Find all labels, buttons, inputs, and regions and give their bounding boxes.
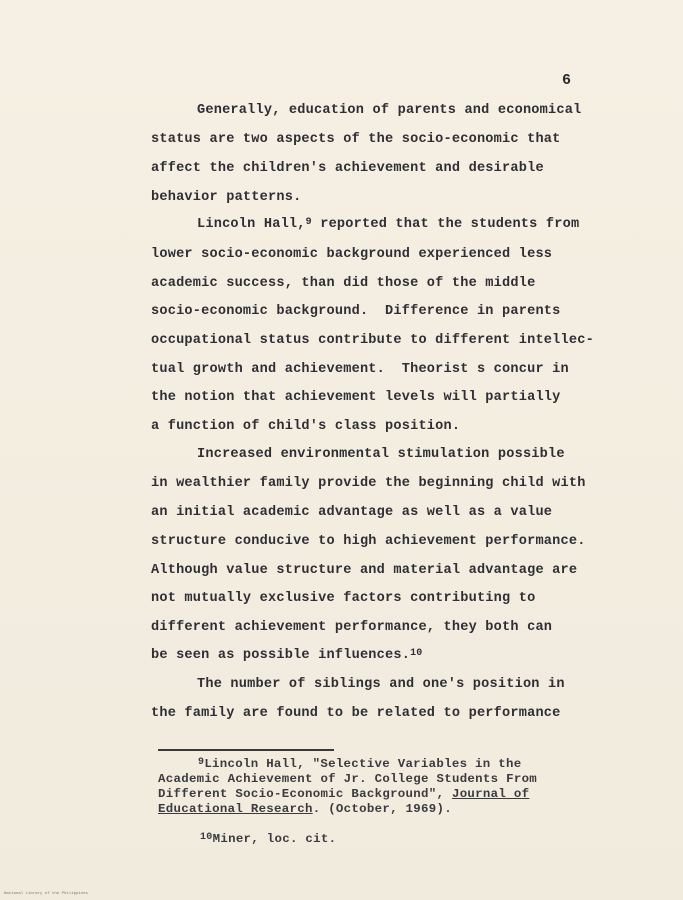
body-line: behavior patterns. — [151, 190, 302, 205]
body-line: lower socio-economic background experienced less — [151, 247, 553, 262]
body-line: affect the children's achievement and desirable — [151, 161, 544, 176]
footnote-10 — [200, 832, 336, 846]
body-line: Although value structure and material advantage are — [151, 563, 578, 578]
body-line: structure conducive to high achievement performance. — [151, 534, 586, 549]
footnote-line: Academic Achievement of Jr. College Students From — [158, 772, 538, 786]
page-number: 6 — [562, 72, 572, 89]
journal-title: Journal of — [451, 787, 530, 801]
body-line: the family are found to be related to performance — [151, 706, 561, 721]
footnote-ref-10: 10 — [410, 648, 423, 659]
body-text: reported that the students from — [311, 217, 580, 232]
footnote-text: . (October, 1969). — [312, 802, 452, 816]
body-line: a function of child's class position. — [151, 419, 461, 434]
footnote-rule — [158, 749, 334, 751]
footnote-ref-9: 9 — [305, 217, 312, 228]
body-line: status are two aspects of the socio-economic that — [151, 132, 561, 147]
body-line: academic success, than did those of the middle — [151, 276, 536, 291]
footnote-line — [158, 787, 529, 801]
body-line: The number of siblings and one's position in — [197, 677, 565, 692]
body-line: occupational status contribute to different intellec- — [151, 333, 594, 348]
library-stamp: National Library of the Philippines — [4, 892, 89, 896]
body-line: an initial academic advantage as well as a value — [151, 505, 553, 520]
body-line: tual growth and achievement. Theorist s concur in — [151, 362, 569, 377]
body-text: Lincoln Hall, — [197, 217, 306, 232]
footnote-text: Lincoln Hall, "Selective Variables in the — [204, 757, 522, 771]
body-line: different achievement performance, they both can — [151, 620, 553, 635]
body-line: socio-economic background. Difference in parents — [151, 304, 561, 319]
body-line: in wealthier family provide the beginning child with — [151, 476, 586, 491]
body-line: Generally, education of parents and economical — [197, 103, 582, 118]
footnote-line — [158, 802, 452, 816]
body-line: Increased environmental stimulation possible — [197, 447, 565, 462]
footnote-mark-9: 9 — [198, 757, 205, 768]
footnote-9 — [158, 757, 521, 771]
footnote-text: Miner, loc. cit. — [212, 832, 337, 846]
body-line: the notion that achievement levels will partially — [151, 390, 561, 405]
journal-title: Educational Research — [158, 802, 313, 816]
footnote-mark-10: 10 — [200, 832, 213, 843]
footnote-text: Different Socio-Economic Background", — [158, 787, 452, 801]
body-line: not mutually exclusive factors contributing to — [151, 591, 536, 606]
body-line — [197, 217, 579, 232]
body-text: be seen as possible influences. — [151, 648, 411, 663]
body-line — [151, 648, 423, 663]
